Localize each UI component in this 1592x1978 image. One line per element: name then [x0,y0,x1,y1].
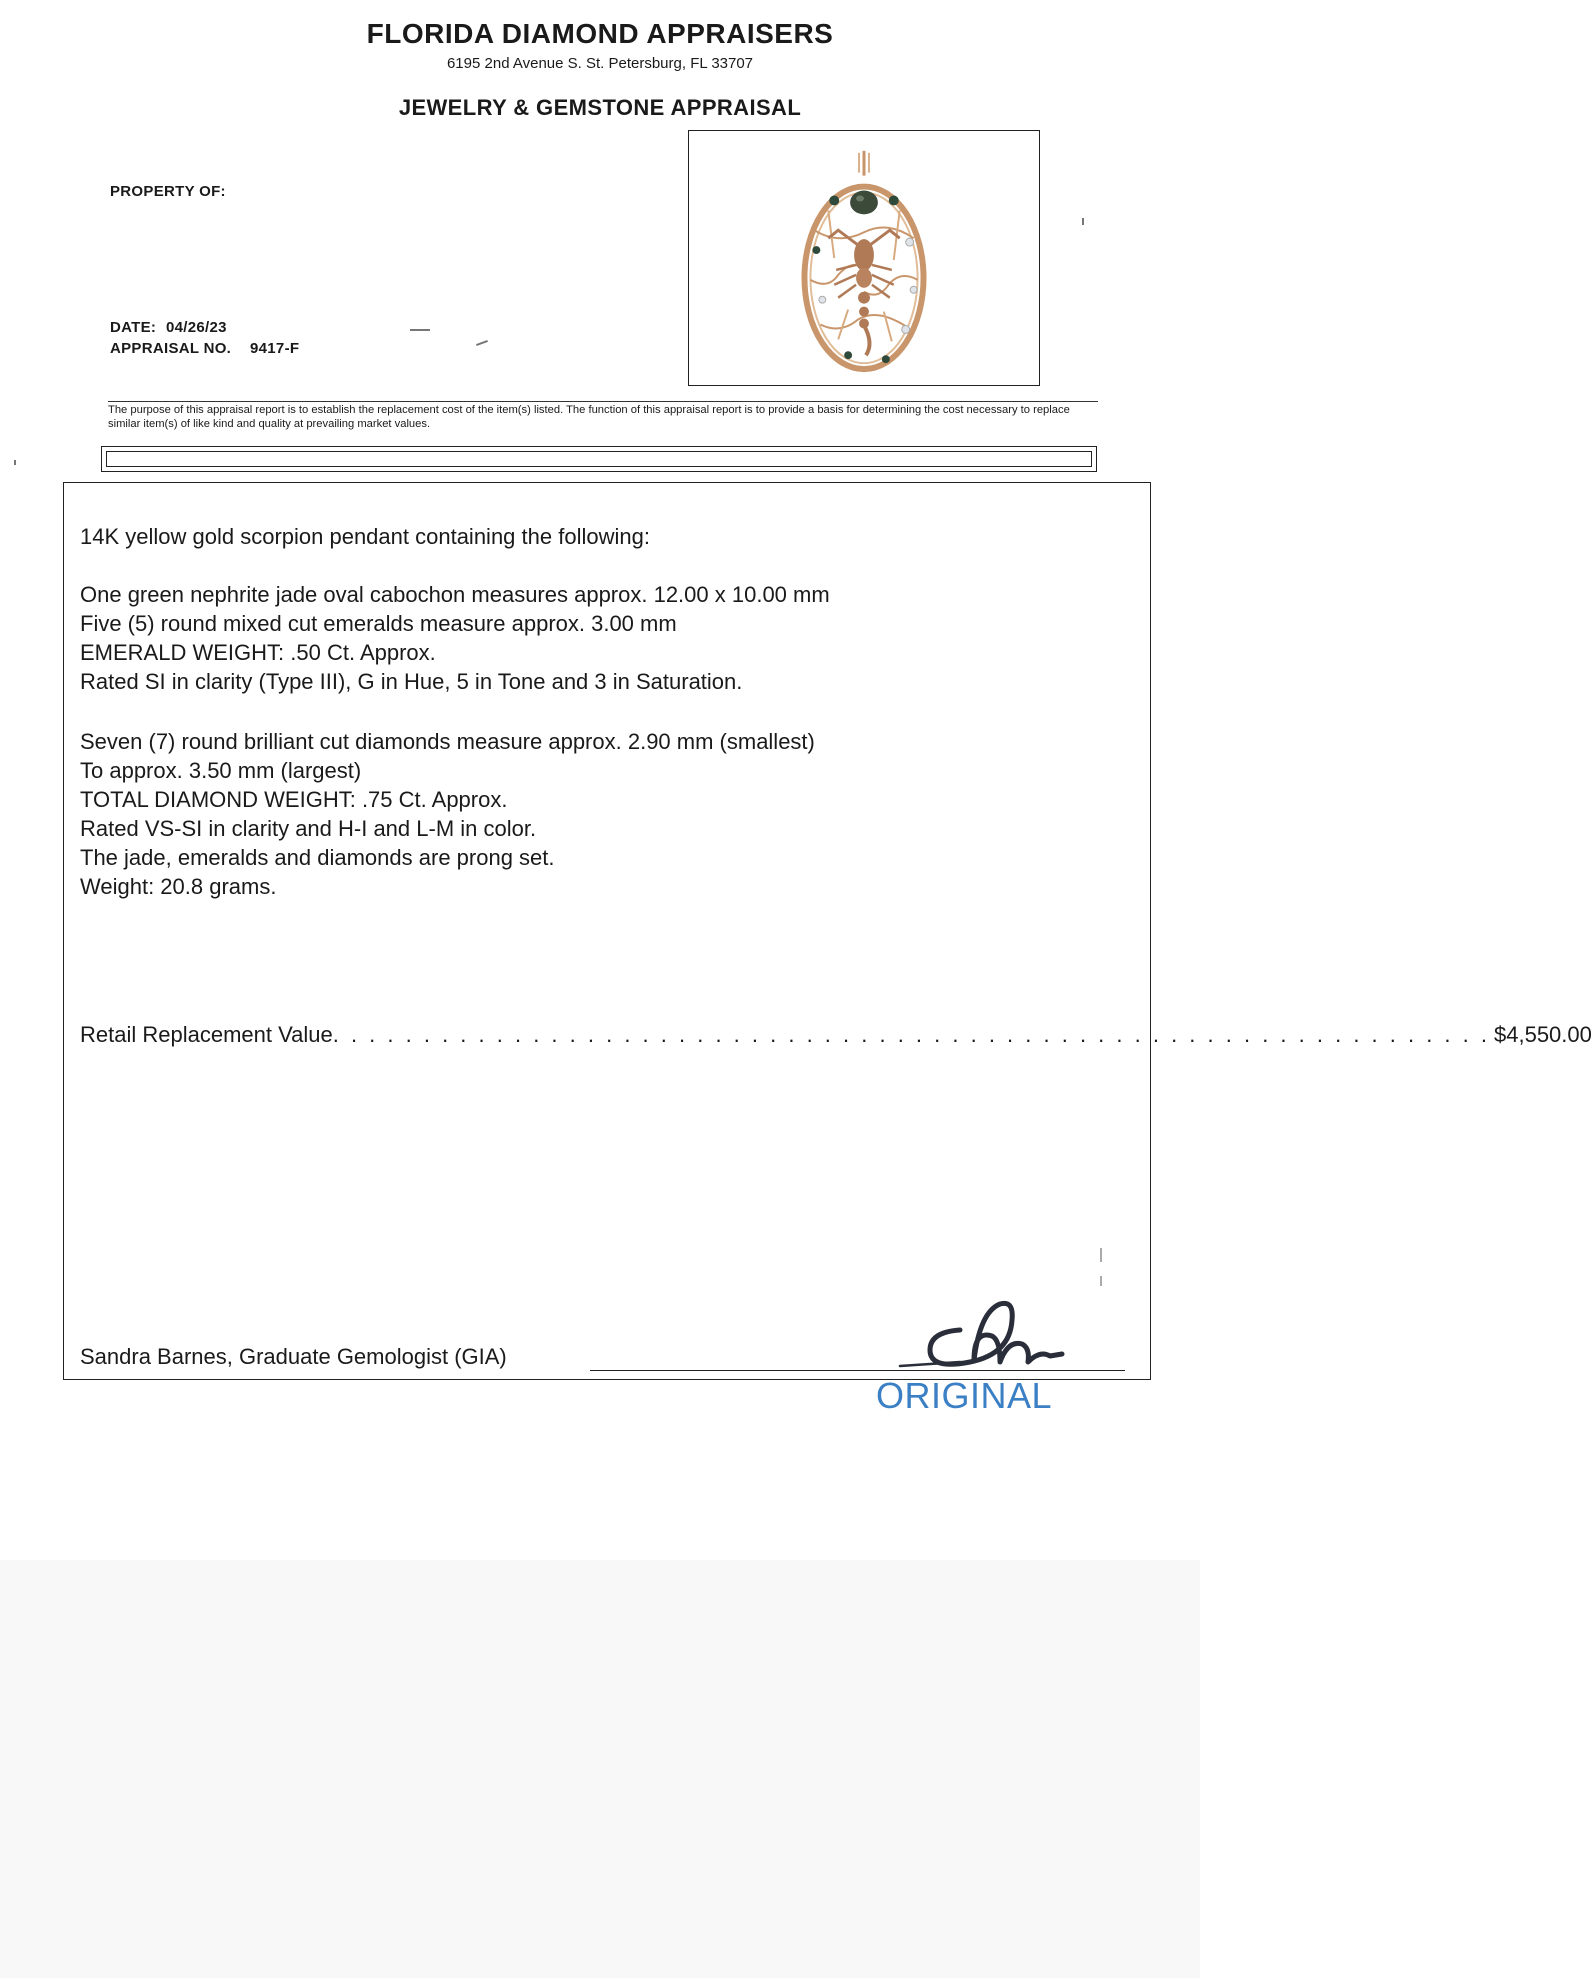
scan-speck [476,340,488,346]
scan-speck [410,329,430,331]
replacement-value-label: Retail Replacement Value [80,1022,333,1047]
double-rule-inner [106,451,1092,467]
diamond-line: The jade, emeralds and diamonds are prong set. [80,845,555,870]
scorpion-pendant-photo [688,130,1040,386]
weight-line: Weight: 20.8 grams. [80,874,277,899]
diamond-line: Seven (7) round brilliant cut diamonds measure approx. 2.90 mm (smallest) [80,729,815,754]
report-title: JEWELRY & GEMSTONE APPRAISAL [398,95,802,120]
diamond-line: To approx. 3.50 mm (largest) [80,758,362,783]
original-stamp: ORIGINAL [876,1375,1053,1416]
scan-speck [14,460,16,465]
page-bottom-margin [0,1560,1200,1978]
diamond-line: TOTAL DIAMOND WEIGHT: .75 Ct. Approx. [80,787,508,812]
handwritten-signature [900,1270,1080,1380]
replacement-value-amount: $4,550.00 [1494,1022,1592,1047]
jade-line: One green nephrite jade oval cabochon measures approx. 12.00 x 10.00 mm [80,582,830,607]
replacement-value-row [80,1020,1592,1049]
date-value: 04/26/23 [166,319,227,336]
emerald-line: Five (5) round mixed cut emeralds measure approx. 3.00 mm [80,611,677,636]
appraisal-no-value: 9417-F [250,340,300,357]
appraisal-no-label: APPRAISAL NO. [110,340,232,357]
company-address: 6195 2nd Avenue S. St. Petersburg, FL 33707 [446,55,754,72]
scan-speck [1082,218,1084,225]
pendant-image [689,131,1039,385]
double-rule-band [101,446,1097,472]
leader-dots: . . . . . . . . . . . . . . . . . . . . . . . . . . . . . . . . . . . . . . . . . . . . . . . . . . . . . . . . . . . . . . . . [332,1022,1490,1047]
purpose-statement: The purpose of this appraisal report is to establish the replacement cost of the item(s) listed. The function of this appraisal report is to provide a basis for determining the cost necessary to replace similar item(s) of like kind and quality at prevailing market values. [108,401,1098,431]
company-name: FLORIDA DIAMOND APPRAISERS [366,18,834,49]
date-label: DATE: [110,319,157,336]
emerald-line: Rated SI in clarity (Type III), G in Hue, 5 in Tone and 3 in Saturation. [80,669,743,694]
gemologist-name: Sandra Barnes, Graduate Gemologist (GIA) [80,1344,507,1369]
property-of-label: PROPERTY OF: [110,183,226,200]
item-intro: 14K yellow gold scorpion pendant containing the following: [80,524,650,549]
diamond-line: Rated VS-SI in clarity and H-I and L-M in color. [80,816,537,841]
emerald-line: EMERALD WEIGHT: .50 Ct. Approx. [80,640,436,665]
